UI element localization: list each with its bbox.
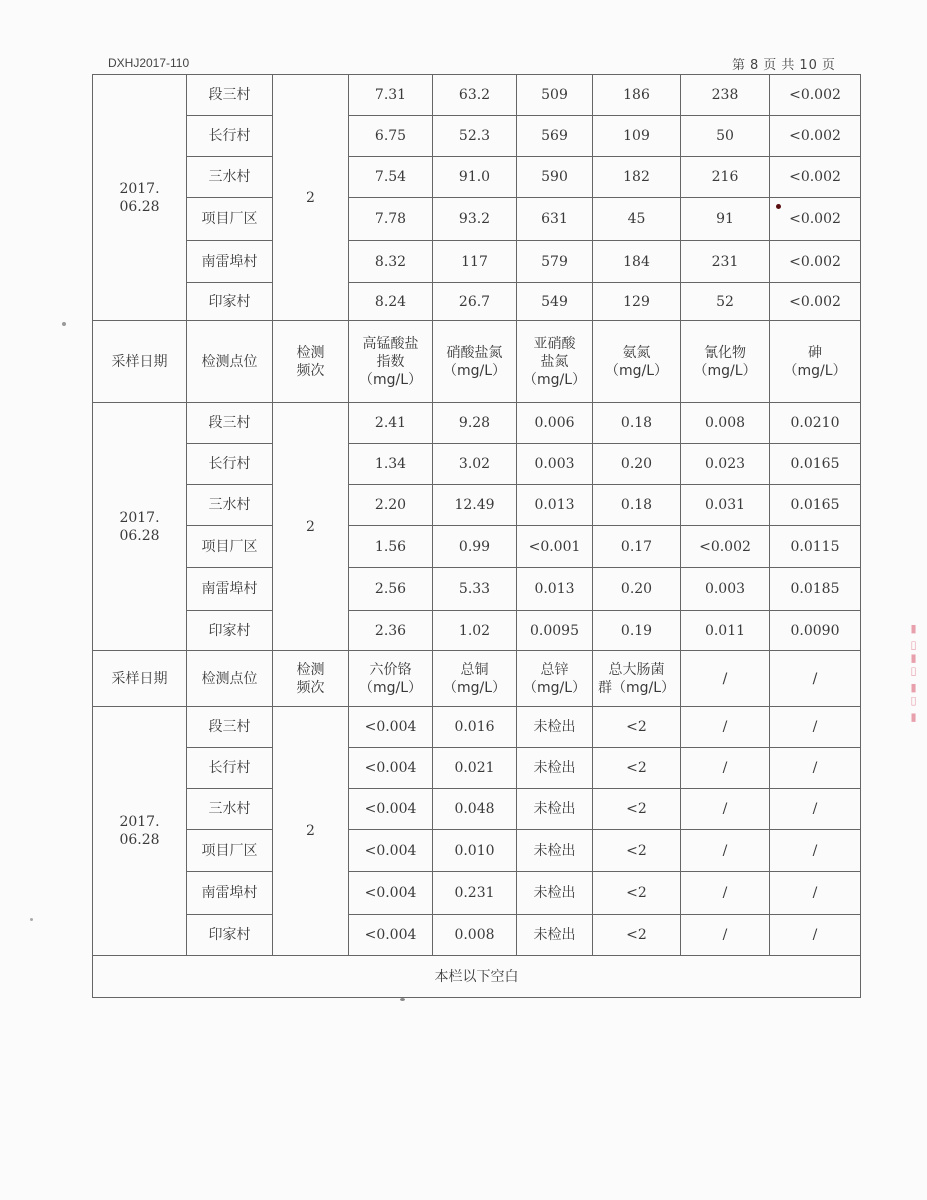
measurement-cell: <0.002 [681,526,770,568]
measurement-cell: 0.031 [681,485,770,526]
sampling-location-cell: 南雷埠村 [187,872,273,915]
table-row [93,75,861,116]
sampling-location-cell: 南雷埠村 [187,568,273,611]
sampling-date-cell: 2017. 06.28 [93,707,187,956]
measurement-cell: 0.18 [593,403,681,444]
measurement-cell: 0.0115 [770,526,861,568]
measurement-cell: 0.19 [593,611,681,651]
scan-speck [30,918,33,921]
measurement-cell: 509 [517,75,593,116]
measurement-cell: 0.048 [433,789,517,830]
page-word-2: 页 [763,58,778,73]
sampling-location-cell: 项目厂区 [187,198,273,241]
test-frequency-cell: 2 [273,403,349,651]
measurement-cell: 0.010 [433,830,517,872]
measurement-cell: / [681,915,770,956]
measurement-cell: <0.002 [770,157,861,198]
measurement-cell: 0.18 [593,485,681,526]
table-row [93,830,861,872]
table-footer-row [93,956,861,998]
measurement-cell: 5.33 [433,568,517,611]
column-header: 氨氮 （mg/L） [593,321,681,403]
sampling-date-cell: 2017. 06.28 [93,75,187,321]
measurement-cell: 45 [593,198,681,241]
sampling-location-cell: 段三村 [187,403,273,444]
column-header: 砷 （mg/L） [770,321,861,403]
test-frequency-cell: 2 [273,75,349,321]
measurement-cell: 0.0210 [770,403,861,444]
table-row [93,748,861,789]
sampling-location-cell: 印家村 [187,283,273,321]
measurement-cell: 未检出 [517,872,593,915]
measurement-cell: 0.20 [593,444,681,485]
table-row [93,526,861,568]
measurement-cell: 186 [593,75,681,116]
measurement-cell: <2 [593,789,681,830]
measurement-cell: / [681,707,770,748]
measurement-cell: 2.56 [349,568,433,611]
measurement-cell: 0.006 [517,403,593,444]
measurement-cell: / [681,789,770,830]
column-header: / [681,651,770,707]
measurement-cell: <0.002 [770,283,861,321]
measurement-cell: 0.013 [517,485,593,526]
measurement-cell: 1.56 [349,526,433,568]
measurement-cell: / [770,915,861,956]
measurement-cell: / [681,830,770,872]
sampling-location-cell: 三水村 [187,789,273,830]
measurement-cell: 50 [681,116,770,157]
measurement-cell: 590 [517,157,593,198]
column-header: 高锰酸盐 指数 （mg/L） [349,321,433,403]
measurement-cell: 579 [517,241,593,283]
page-word-1: 第 [732,58,747,73]
measurement-cell: <0.002 [770,241,861,283]
measurement-cell: 109 [593,116,681,157]
measurement-cell: 未检出 [517,707,593,748]
column-header: 总锌 （mg/L） [517,651,593,707]
sampling-location-cell: 长行村 [187,116,273,157]
measurement-cell: 7.31 [349,75,433,116]
table-row [93,707,861,748]
measurement-cell: 0.17 [593,526,681,568]
measurement-cell: / [770,707,861,748]
measurement-cell: 2.20 [349,485,433,526]
column-header: 氰化物 （mg/L） [681,321,770,403]
measurement-cell: 91.0 [433,157,517,198]
measurement-cell: 6.75 [349,116,433,157]
page-total: 10 [799,58,818,73]
scan-speck [62,322,66,326]
measurement-cell: / [770,748,861,789]
table-row [93,485,861,526]
blank-below-note: 本栏以下空白 [93,956,861,998]
sampling-location-cell: 长行村 [187,444,273,485]
document-id: DXHJ2017-110 [108,56,190,70]
column-header: 硝酸盐氮 （mg/L） [433,321,517,403]
page-number: 8 [750,58,760,73]
column-header: 检测 频次 [273,321,349,403]
measurement-cell: 8.32 [349,241,433,283]
column-header: 采样日期 [93,651,187,707]
sampling-location-cell: 段三村 [187,707,273,748]
sampling-date-cell: 2017. 06.28 [93,403,187,651]
sampling-location-cell: 项目厂区 [187,526,273,568]
sampling-location-cell: 三水村 [187,485,273,526]
sampling-location-cell: 印家村 [187,915,273,956]
measurement-cell: 26.7 [433,283,517,321]
measurement-cell: 182 [593,157,681,198]
measurement-cell: 0.023 [681,444,770,485]
measurement-cell: <0.004 [349,872,433,915]
measurement-cell: 129 [593,283,681,321]
column-header: 总铜 （mg/L） [433,651,517,707]
sampling-location-cell: 项目厂区 [187,830,273,872]
measurement-cell: 231 [681,241,770,283]
measurement-cell: 0.011 [681,611,770,651]
sampling-location-cell: 印家村 [187,611,273,651]
measurement-cell: <0.004 [349,748,433,789]
measurement-cell: 0.016 [433,707,517,748]
measurement-cell: 未检出 [517,915,593,956]
measurement-cell: 0.0095 [517,611,593,651]
measurement-cell: 0.20 [593,568,681,611]
measurement-cell: 0.021 [433,748,517,789]
sampling-location-cell: 长行村 [187,748,273,789]
measurement-cell: 52.3 [433,116,517,157]
column-header: 检测 频次 [273,651,349,707]
measurement-cell: 0.0090 [770,611,861,651]
measurement-cell: 93.2 [433,198,517,241]
measurement-cell: 7.54 [349,157,433,198]
measurement-cell: 0.003 [517,444,593,485]
page-indicator [732,54,840,73]
measurement-cell: 1.02 [433,611,517,651]
measurement-cell: 0.008 [681,403,770,444]
measurement-cell: 未检出 [517,789,593,830]
sampling-location-cell: 三水村 [187,157,273,198]
page-word-4: 页 [821,58,836,73]
measurement-cell: 3.02 [433,444,517,485]
measurement-cell: 2.41 [349,403,433,444]
measurement-cell: 569 [517,116,593,157]
table-row [93,789,861,830]
measurement-cell: 117 [433,241,517,283]
measurement-cell: 91 [681,198,770,241]
measurement-cell: 0.0165 [770,444,861,485]
column-header: 采样日期 [93,321,187,403]
measurement-cell: 0.003 [681,568,770,611]
header-row [93,321,861,403]
table-row [93,403,861,444]
page-word-3: 共 [781,58,796,73]
header-row [93,651,861,707]
column-header: 亚硝酸 盐氮 （mg/L） [517,321,593,403]
table-row [93,444,861,485]
sampling-location-cell: 南雷埠村 [187,241,273,283]
measurement-cell: 0.99 [433,526,517,568]
measurement-cell: 63.2 [433,75,517,116]
measurement-cell: <2 [593,707,681,748]
table-row [93,915,861,956]
column-header: 总大肠菌 群（mg/L） [593,651,681,707]
measurement-cell: <0.001 [517,526,593,568]
measurement-cell: 238 [681,75,770,116]
measurement-cell: <2 [593,915,681,956]
seal-stamp-edge: ▮ ▯▮▯ ▮▯ ▮ [907,622,920,724]
measurement-cell: <0.004 [349,789,433,830]
measurement-cell: 0.013 [517,568,593,611]
measurement-cell: <2 [593,872,681,915]
measurement-cell: <2 [593,748,681,789]
measurement-cell: / [770,789,861,830]
monitoring-results-table [92,74,861,998]
measurement-cell: / [681,748,770,789]
measurement-cell: 0.008 [433,915,517,956]
table-row [93,611,861,651]
measurement-cell: 0.231 [433,872,517,915]
measurement-cell: 9.28 [433,403,517,444]
table-row [93,241,861,283]
measurement-cell: 未检出 [517,830,593,872]
measurement-cell: / [681,872,770,915]
measurement-cell: 12.49 [433,485,517,526]
column-header: 检测点位 [187,321,273,403]
measurement-cell: <0.004 [349,915,433,956]
table-row [93,872,861,915]
measurement-cell: 1.34 [349,444,433,485]
measurement-cell: 0.0185 [770,568,861,611]
column-header: 六价铬 （mg/L） [349,651,433,707]
table-row [93,198,861,241]
measurement-cell: 8.24 [349,283,433,321]
table-row [93,157,861,198]
measurement-cell: 0.0165 [770,485,861,526]
measurement-cell: 52 [681,283,770,321]
measurement-cell: 549 [517,283,593,321]
measurement-cell: <0.002 [770,75,861,116]
column-header: 检测点位 [187,651,273,707]
measurement-cell: / [770,830,861,872]
table-row [93,116,861,157]
measurement-cell: 184 [593,241,681,283]
scan-speck [400,998,405,1001]
table-row [93,283,861,321]
measurement-cell: 7.78 [349,198,433,241]
measurement-cell: <0.002 [770,116,861,157]
test-frequency-cell: 2 [273,707,349,956]
measurement-cell: <0.002 [770,198,861,241]
measurement-cell: 631 [517,198,593,241]
column-header: / [770,651,861,707]
measurement-cell: <2 [593,830,681,872]
sampling-location-cell: 段三村 [187,75,273,116]
measurement-cell: <0.004 [349,707,433,748]
ink-speck [776,204,781,209]
measurement-cell: 2.36 [349,611,433,651]
measurement-cell: 216 [681,157,770,198]
table-row [93,568,861,611]
measurement-cell: 未检出 [517,748,593,789]
measurement-cell: <0.004 [349,830,433,872]
measurement-cell: / [770,872,861,915]
